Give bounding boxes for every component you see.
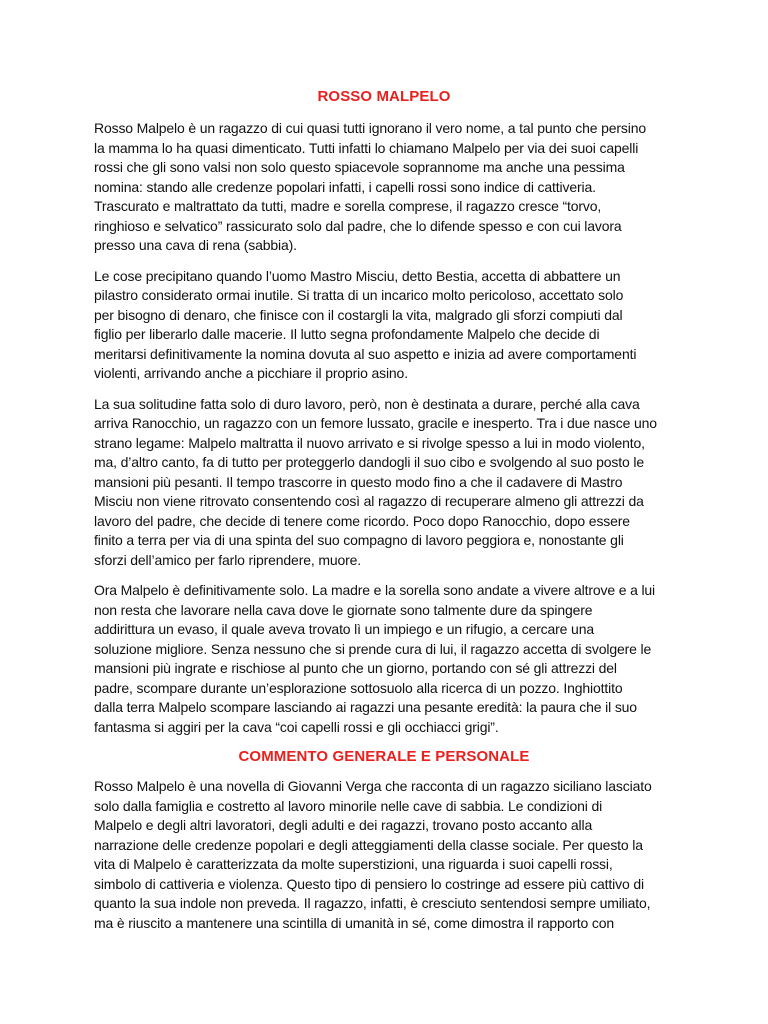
paragraph-line: padre, scompare durante un’esplorazione sottosuolo alla ricerca di un pozzo. Inghiottito: [94, 679, 623, 696]
paragraph-line: Misciu non viene ritrovato consentendo così al ragazzo di recuperare almeno gli attrezzi da: [94, 493, 644, 509]
paragraph-line: presso una cava di rena (sabbia).: [94, 237, 297, 253]
paragraph-line: vita di Malpelo è caratterizzata da molte superstizioni, una riguarda i suoi capelli rossi,: [94, 856, 613, 872]
paragraph-line: finito a terra per via di una spinta del suo compagno di lavoro peggiora e, nonostante gli: [94, 532, 624, 548]
paragraph-line: Le cose precipitano quando l’uomo Mastro Misciu, detto Bestia, accetta di abbattere un: [94, 267, 621, 284]
paragraph-line: arriva Ranocchio, un ragazzo con un femore lussato, gracile e inesperto. Tra i due nasce uno: [94, 415, 657, 431]
paragraph-line: Ora Malpelo è definitivamente solo. La madre e la sorella sono andate a vivere altrove e a lui: [94, 582, 656, 598]
paragraph-line: narrazione delle credenze popolari e degli atteggiamenti della classe sociale. Per questo la: [94, 836, 643, 853]
paragraph-line: Trascurato e maltrattato da tutti, madre e sorella comprese, il ragazzo cresce “torvo,: [94, 198, 602, 214]
paragraph-line: Rosso Malpelo è un ragazzo di cui quasi tutti ignorano il vero nome, a tal punto che persino: [94, 120, 646, 136]
paragraph-line: figlio per liberarlo dalle macerie. Il lutto segna profondamente Malpelo che decide di: [94, 326, 600, 342]
paragraph-line: mansioni più ingrate e rischiose al punto che un giorno, portando con sé gli attrezzi del: [94, 660, 617, 676]
paragraph-line: violenti, arrivando anche a picchiare il proprio asino.: [94, 365, 408, 381]
paragraph-line: dalla terra Malpelo scompare lasciando ai ragazzi una pesante eredità: la paura che il suo: [94, 699, 637, 715]
paragraph-line: simbolo di cattiveria e violenza. Questo tipo di pensiero lo costringe ad essere più cattivo di: [94, 875, 644, 892]
paragraph-line: meritarsi definitivamente la nomina dovuta al suo aspetto e inizia ad avere comportamenti: [94, 345, 637, 362]
paragraph-2: [94, 267, 674, 384]
paragraph-line: rossi che gli sono valsi non solo questo spiacevole soprannome ma anche una pessima: [94, 159, 625, 175]
paragraph-line: per bisogno di denaro, che finisce con il costargli la vita, malgrado gli sforzi compiuti dal: [94, 306, 623, 323]
paragraph-3: [94, 395, 674, 571]
document-title: ROSSO MALPELO: [317, 88, 451, 105]
paragraph-line: solo dalla famiglia e costretto al lavoro minorile nelle cave di sabbia. Le condizioni di: [94, 797, 603, 814]
paragraph-line: Rosso Malpelo è una novella di Giovanni Verga che racconta di un ragazzo siciliano lasciato: [94, 778, 652, 794]
paragraph-line: sforzi dell’amico per farlo riprendere, muore.: [94, 551, 361, 568]
paragraph-line: soluzione migliore. Senza nessuno che si prende cura di lui, il ragazzo accetta di svolgere le: [94, 640, 652, 657]
paragraph-line: Malpelo e degli altri lavoratori, degli adulti e dei ragazzi, trovano posto accanto alla: [94, 817, 593, 833]
paragraph-line: La sua solitudine fatta solo di duro lavoro, però, non è destinata a durare, perché alla cava: [94, 395, 640, 412]
paragraph-line: quanto la sua indole non preveda. Il ragazzo, infatti, è cresciuto sentendosi sempre umiliato,: [94, 895, 651, 911]
paragraph-line: addirittura un evaso, il quale aveva trovato lì un impiego e un rifugio, a cercare una: [94, 621, 594, 637]
paragraph-line: la mamma lo ha quasi dimenticato. Tutti infatti lo chiamano Malpelo per via dei suoi capelli: [94, 139, 639, 156]
paragraph-1: [94, 119, 674, 256]
paragraph-line: ringhioso e selvatico” rassicurato solo dal padre, che lo difende spesso e con cui lavora: [94, 217, 622, 234]
paragraph-line: nomina: stando alle credenze popolari infatti, i capelli rossi sono indice di cattiveria.: [94, 178, 596, 195]
paragraph-line: strano legame: Malpelo maltratta il nuovo arrivato e si rivolge spesso a lui in modo violento,: [94, 434, 645, 451]
section-heading: COMMENTO GENERALE E PERSONALE: [238, 748, 530, 765]
paragraph-line: pilastro considerato ormai inutile. Si tratta di un incarico molto pericoloso, accettato solo: [94, 287, 624, 303]
paragraph-4: [94, 581, 674, 737]
paragraph-5: [94, 777, 674, 933]
paragraph-line: lavoro del padre, che decide di tenere come ricordo. Poco dopo Ranocchio, dopo essere: [94, 512, 630, 529]
paragraph-line: fantasma si aggiri per la cava “coi capelli rossi e gli occhiacci grigi”.: [94, 718, 499, 735]
paragraph-line: ma è riuscito a mantenere una scintilla di umanità in sé, come dimostra il rapporto con: [94, 914, 614, 931]
paragraph-line: ma, d’altro canto, fa di tutto per proteggerlo dandogli il suo cibo e svolgendo al suo posto le: [94, 454, 644, 470]
paragraph-line: mansioni più pesanti. Il tempo trascorre in questo modo fino a che il cadavere di Mastro: [94, 473, 623, 490]
paragraph-line: non resta che lavorare nella cava dove le giornate sono talmente dure da spingere: [94, 601, 593, 618]
